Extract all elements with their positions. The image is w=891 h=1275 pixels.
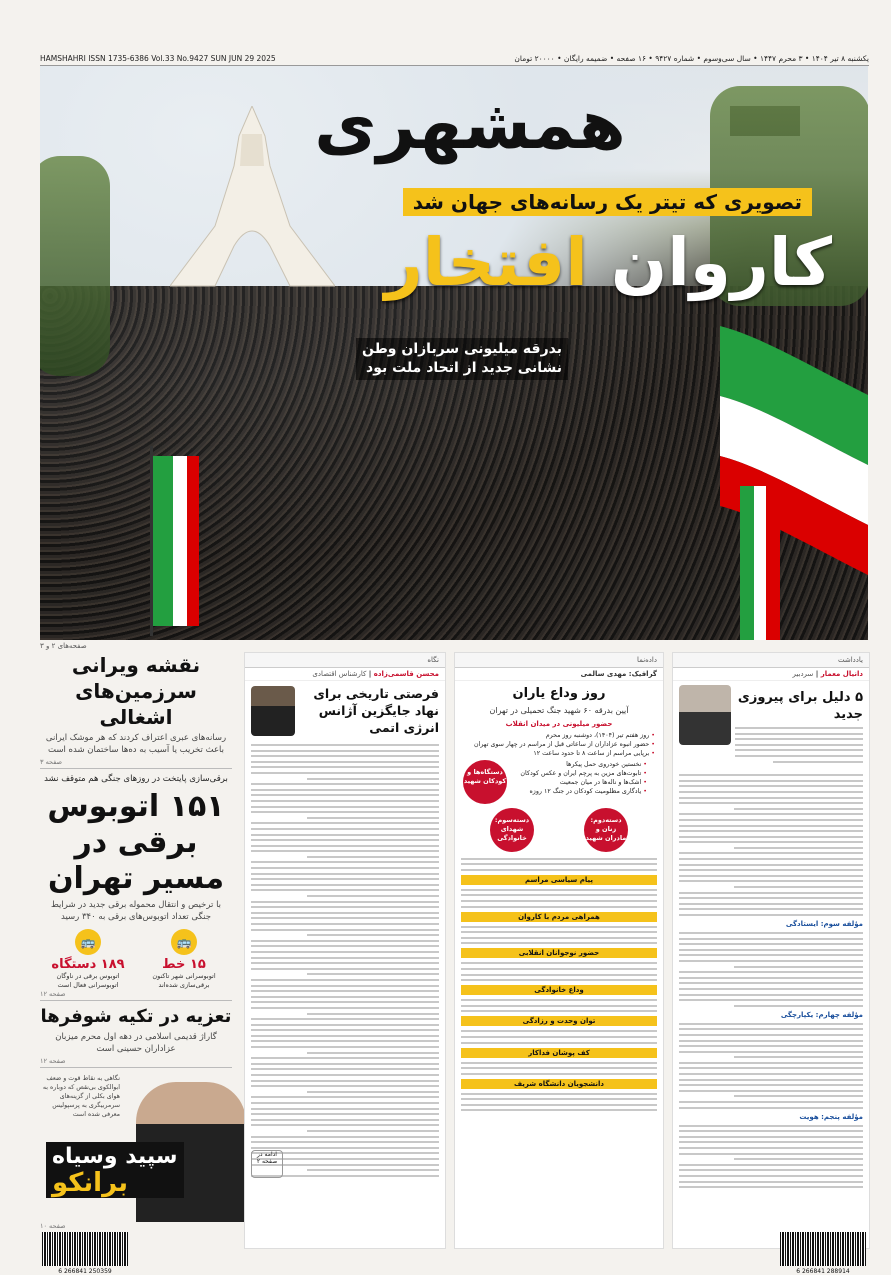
text-line: [679, 1169, 863, 1171]
b-item: • تابوت‌های مزین به پرچم ایران و عکس کودکان: [515, 769, 647, 778]
text-line: [679, 1090, 863, 1092]
section-h-title: کف پوشان فداکار: [461, 1048, 657, 1058]
text-line: [251, 828, 439, 830]
text-line: [251, 744, 439, 746]
text-line: [251, 811, 439, 813]
text-line: [461, 926, 657, 928]
text-line: [461, 1073, 657, 1075]
text-line: [734, 1095, 863, 1097]
text-line: [679, 1101, 863, 1103]
text-line: [679, 802, 863, 804]
text-line: [679, 864, 863, 866]
bus-icon: 🚌: [171, 929, 197, 955]
editorial-body-2: [679, 932, 863, 1007]
text-line: [679, 1028, 863, 1030]
text-line: [307, 856, 439, 858]
text-line: [307, 1013, 439, 1015]
byline: دانیال معمار | سردبیر: [673, 668, 869, 681]
a-item: • حضور انبوه عزاداران از ساعاتی قبل از مراسم در چهار سوی تهران: [463, 740, 655, 749]
text-line: [251, 850, 439, 852]
text-line: [251, 962, 439, 964]
text-line: [251, 750, 439, 752]
text-line: [251, 1085, 439, 1087]
barcode-left-number: 6 266841 250359: [58, 1268, 112, 1275]
text-line: [251, 878, 439, 880]
section-label: داده‌نما: [455, 653, 663, 668]
text-line: [735, 755, 863, 757]
text-line: [679, 875, 863, 877]
author-photo: [679, 685, 731, 745]
section-a-title: حضور میلیونی در میدان انقلاب: [461, 719, 657, 729]
logo-text: همشهری: [314, 86, 626, 165]
subtitle-1: مؤلفه سوم: ایستادگی: [785, 920, 863, 928]
text-line: [251, 1080, 439, 1082]
section-label: یادداشت: [673, 653, 869, 668]
text-line: [251, 923, 439, 925]
text-line: [251, 957, 439, 959]
badge-3: دسته‌دوم: زنان و مادران شهید: [584, 808, 628, 852]
text-line: [461, 1093, 657, 1095]
text-line: [251, 772, 439, 774]
story1-ref: صفحه ۳: [40, 758, 232, 769]
text-line: [251, 1001, 439, 1003]
text-line: [251, 1113, 439, 1115]
editorial-title[interactable]: ۵ دلیل برای پیروزی جدید: [737, 690, 863, 722]
text-line: [251, 1029, 439, 1031]
text-line: [307, 934, 439, 936]
section-e-title: حضور نوجوانان انقلابی: [461, 948, 657, 958]
text-line: [679, 785, 863, 787]
text-line: [251, 990, 439, 992]
issue-info-persian: یکشنبه ۸ تیر ۱۴۰۴ • ۳ محرم ۱۴۴۷ • سال سی‌وسوم • شماره ۹۴۲۷ • ۱۶ صفحه • ضمیمه رایگان • ۲۰۰۰۰ تومان: [514, 53, 869, 63]
text-line: [461, 1036, 657, 1038]
text-line: [251, 912, 439, 914]
story2-ref: صفحه ۱۲: [40, 990, 232, 1001]
subtitle-2: مؤلفه چهارم: یکپارچگی: [780, 1010, 863, 1019]
bus-icon: 🚌: [75, 929, 101, 955]
author-name: محسن قاسمی‌زاده: [373, 670, 439, 678]
text-line: [251, 867, 439, 869]
text-line: [679, 1084, 863, 1086]
d-body: [461, 926, 657, 945]
text-line: [251, 1141, 439, 1143]
infographic-title[interactable]: روز وداع یاران: [512, 686, 606, 701]
text-line: [461, 1005, 657, 1007]
text-line: [679, 932, 863, 934]
text-line: [461, 979, 657, 981]
story2-title[interactable]: ۱۵۱ اتوبوس برقی در مسیر تهران: [47, 789, 225, 896]
text-line: [251, 979, 439, 981]
barcode-right: [780, 1232, 866, 1275]
text-line: [679, 994, 863, 996]
text-line: [679, 841, 863, 843]
text-line: [307, 1169, 439, 1171]
text-line: [461, 906, 657, 908]
text-line: [251, 839, 439, 841]
text-line: [679, 797, 863, 799]
g-body: [461, 1030, 657, 1043]
text-line: [461, 1067, 657, 1069]
side-caption: [32, 540, 40, 630]
opinion-column-negah: [244, 652, 446, 1249]
text-line: [679, 1175, 863, 1177]
text-line: [251, 806, 439, 808]
text-line: [251, 917, 439, 919]
text-line: [773, 761, 863, 763]
text-line: [251, 884, 439, 886]
stat2-number: ۱۸۹ دستگاه: [51, 957, 125, 972]
text-line: [251, 1108, 439, 1110]
hero-kicker: تصویری که تیتر یک رسانه‌های جهان شد: [403, 188, 812, 216]
text-line: [251, 761, 439, 763]
story4-text: نگاهی به نقاط قوت و ضعف ابوالکوی بی‌نقص که دوباره به هوای بکلی از گزینه‌های سرمربیگری به پرسپولیس معرفی شده است: [42, 1075, 120, 1118]
story4-ref: صفحه ۱۰: [40, 1222, 66, 1230]
text-line: [461, 1104, 657, 1106]
editorial-body-1: [679, 774, 863, 916]
story2-lead: برقی‌سازی پایتخت در روزهای جنگی هم متوقف نشد: [44, 774, 228, 784]
h-body: [461, 1062, 657, 1075]
subhead-line2: نشانی جدید از اتحاد ملت بود: [366, 360, 562, 376]
text-line: [251, 951, 439, 953]
text-line: [461, 900, 657, 902]
text-line: [251, 800, 439, 802]
section-f-title: وداع خانوادگی: [461, 985, 657, 995]
text-line: [251, 889, 439, 891]
text-line: [735, 727, 863, 729]
text-line: [679, 880, 863, 882]
barcode-left: [42, 1232, 128, 1275]
subtitle-3: مؤلفه پنجم: هویت: [799, 1112, 863, 1121]
story1-text: رسانه‌های عبری اعتراف کردند که هر موشک ایرانی باعث تخریب یا آسیب به ده‌ها ساختمان شده است: [45, 733, 227, 755]
b-item: • اشک‌ها و ناله‌ها در میان جمعیت: [515, 778, 647, 787]
text-line: [679, 1034, 863, 1036]
badge-2: دسته‌سوم: شهدای خانوادگی: [490, 808, 534, 852]
text-line: [251, 1063, 439, 1065]
e-body: [461, 962, 657, 981]
text-line: [735, 733, 863, 735]
text-line: [679, 1181, 863, 1183]
text-line: [734, 1005, 863, 1007]
author-photo: [251, 686, 295, 736]
text-line: [679, 908, 863, 910]
trees-left: [40, 156, 110, 376]
text-line: [251, 1057, 439, 1059]
text-line: [679, 825, 863, 827]
hero-pages-ref: صفحه‌های ۲ و ۳: [40, 642, 87, 650]
section-c-title: پیام سیاسی مراسم: [461, 875, 657, 885]
text-line: [679, 813, 863, 815]
text-line: [251, 822, 439, 824]
byline: محسن قاسمی‌زاده | کارشناس اقتصادی: [245, 668, 445, 681]
text-line: [679, 954, 863, 956]
author-role: سردبیر: [792, 670, 814, 678]
story4-title-top: سپید وسیاه: [52, 1144, 178, 1169]
text-line: [251, 940, 439, 942]
text-line: [251, 783, 439, 785]
text-line: [461, 968, 657, 970]
infographic-subtitle: آیین بدرقه ۶۰ شهید جنگ تحمیلی در تهران: [489, 706, 629, 715]
author-role: کارشناس اقتصادی: [312, 670, 367, 678]
editorial-intro: [735, 727, 863, 763]
text-line: [251, 1007, 439, 1009]
text-line: [679, 852, 863, 854]
text-line: [461, 1098, 657, 1100]
text-line: [251, 945, 439, 947]
article-title[interactable]: فرصتی تاریخی برای نهاد جایگزین آژانس انرژی اتمی: [313, 686, 439, 735]
continue-box[interactable]: [251, 1150, 283, 1178]
text-line: [251, 1124, 439, 1126]
text-line: [679, 903, 863, 905]
branko-feature: [40, 1072, 232, 1222]
text-line: [251, 766, 439, 768]
text-line: [461, 942, 657, 944]
text-line: [679, 1045, 863, 1047]
text-line: [679, 971, 863, 973]
text-line: [679, 1164, 863, 1166]
a-item: • برپایی مراسم از ساعت ۸ تا حدود ساعت ۱۲: [463, 749, 655, 758]
text-line: [679, 977, 863, 979]
iran-flag-right: [740, 486, 780, 640]
text-line: [679, 836, 863, 838]
text-line: [251, 1147, 439, 1149]
editorial-body-4: [679, 1125, 863, 1189]
text-line: [251, 789, 439, 791]
text-line: [307, 1091, 439, 1093]
text-line: [734, 808, 863, 810]
text-line: [679, 774, 863, 776]
author-name: دانیال معمار: [820, 670, 863, 678]
text-line: [461, 863, 657, 865]
stat2-caption: اتوبوس برقی در ناوگان اتوبوسرانی فعال است: [56, 972, 120, 989]
editorial-column: [672, 652, 870, 1249]
article-body: [251, 744, 439, 1177]
stat-vehicles: [43, 929, 133, 990]
text-line: [734, 966, 863, 968]
text-line: [461, 869, 657, 871]
text-line: [679, 914, 863, 916]
bus-stats: [40, 929, 232, 990]
story2-text: با ترخیص و انتقال محموله برقی جدید در شرایط جنگی تعداد اتوبوس‌های برقی به ۳۴۰ رسید: [50, 900, 222, 922]
text-line: [679, 1079, 863, 1081]
section-i-title: دانشجویان دانشگاه شریف: [461, 1079, 657, 1089]
text-line: [679, 1051, 863, 1053]
text-line: [461, 1030, 657, 1032]
text-line: [679, 1067, 863, 1069]
c-body: [461, 889, 657, 908]
text-line: [307, 778, 439, 780]
story3-ref: صفحه ۱۲: [40, 1057, 232, 1068]
story4-title[interactable]: [46, 1142, 184, 1198]
b-body: [461, 858, 657, 871]
masthead-info-bar: [40, 51, 869, 66]
story1-title[interactable]: نقشه ویرانی سرزمین‌های اشغالی: [71, 653, 201, 729]
text-line: [251, 1035, 439, 1037]
text-line: [251, 755, 439, 757]
text-line: [679, 1062, 863, 1064]
text-line: [679, 999, 863, 1001]
text-line: [461, 999, 657, 1001]
text-line: [461, 962, 657, 964]
text-line: [251, 1119, 439, 1121]
text-line: [735, 738, 863, 740]
text-line: [679, 780, 863, 782]
f-body: [461, 999, 657, 1012]
text-line: [679, 1186, 863, 1188]
editorial-body-3: [679, 1023, 863, 1109]
continue-text: ادامه در صفحه ۲: [256, 1151, 278, 1165]
text-line: [679, 1147, 863, 1149]
text-line: [461, 1109, 657, 1111]
stat-lines: [139, 929, 229, 990]
text-line: [307, 1052, 439, 1054]
text-line: [251, 873, 439, 875]
text-line: [679, 943, 863, 945]
text-line: [679, 988, 863, 990]
text-line: [251, 1018, 439, 1020]
a-item: • روز هفتم تیر (۱۴۰۴)، دوشنبه روز محرم: [463, 731, 655, 740]
hero-subhead: [356, 338, 568, 380]
text-line: [735, 744, 863, 746]
text-line: [679, 982, 863, 984]
text-line: [251, 1024, 439, 1026]
text-line: [307, 1130, 439, 1132]
text-line: [734, 1056, 863, 1058]
subhead-line1: بدرقه میلیونی سربازان وطن: [362, 341, 562, 357]
text-line: [735, 749, 863, 751]
hero-headline: [385, 226, 832, 300]
section-label: نگاه: [245, 653, 445, 668]
text-line: [251, 985, 439, 987]
text-line: [734, 847, 863, 849]
headline-part2: افتخار: [384, 224, 588, 301]
text-line: [251, 794, 439, 796]
issue-info-latin: HAMSHAHRI ISSN 1735-6386 Vol.33 No.9427 SUN JUN 29 2025: [40, 53, 276, 63]
text-line: [679, 949, 863, 951]
stat1-caption: اتوبوسرانی شهر تاکنون برقی‌سازی شده‌اند: [152, 972, 216, 989]
barcode-right-number: 6 266841 288914: [796, 1268, 850, 1275]
text-line: [679, 1136, 863, 1138]
text-line: [679, 938, 863, 940]
text-line: [251, 1040, 439, 1042]
text-line: [679, 960, 863, 962]
section-d-title: همراهی مردم با کاروان: [461, 912, 657, 922]
graphic-credit: گرافیک: مهدی سالمی: [455, 668, 663, 681]
text-line: [461, 1010, 657, 1012]
infographic-column: [454, 652, 664, 1249]
headline-part1: کاروان: [610, 224, 832, 301]
text-line: [251, 906, 439, 908]
text-line: [461, 1062, 657, 1064]
text-line: [251, 861, 439, 863]
text-line: [461, 931, 657, 933]
story3-title[interactable]: تعزیه در تکیه شوفرها: [40, 1006, 232, 1027]
b-item: • یادگاری مظلومیت کودکان در جنگ ۱۲ روزه: [515, 787, 647, 796]
text-line: [461, 889, 657, 891]
badge-1: دستگاه‌ها و کودکان شهید: [463, 760, 507, 804]
text-line: [251, 996, 439, 998]
text-line: [679, 1125, 863, 1127]
text-line: [734, 886, 863, 888]
text-line: [679, 869, 863, 871]
text-line: [307, 895, 439, 897]
text-line: [679, 830, 863, 832]
text-line: [461, 858, 657, 860]
text-line: [251, 1136, 439, 1138]
text-line: [679, 819, 863, 821]
hero-photo: [40, 66, 868, 640]
text-line: [251, 1068, 439, 1070]
text-line: [679, 791, 863, 793]
text-line: [679, 1107, 863, 1109]
text-line: [307, 817, 439, 819]
left-news-column: [40, 652, 232, 1230]
section-g-title: توان وحدت و رزادگی: [461, 1016, 657, 1026]
b-item: • نخستین خودروی حمل پیکرها: [515, 760, 647, 769]
text-line: [679, 1023, 863, 1025]
text-line: [307, 973, 439, 975]
text-line: [251, 929, 439, 931]
iran-flag-left: [150, 446, 200, 636]
text-line: [679, 892, 863, 894]
text-line: [734, 1158, 863, 1160]
masthead-logo: [170, 76, 770, 168]
stat1-number: ۱۵ خط: [162, 957, 206, 972]
i-body: [461, 1093, 657, 1112]
text-line: [251, 901, 439, 903]
text-line: [679, 897, 863, 899]
text-line: [679, 1141, 863, 1143]
text-line: [251, 1046, 439, 1048]
text-line: [679, 858, 863, 860]
text-line: [679, 1073, 863, 1075]
text-line: [251, 845, 439, 847]
text-line: [679, 1130, 863, 1132]
text-line: [461, 894, 657, 896]
text-line: [461, 974, 657, 976]
text-line: [461, 937, 657, 939]
text-line: [251, 968, 439, 970]
text-line: [251, 834, 439, 836]
text-line: [679, 1040, 863, 1042]
story3-text: گاراژ قدیمی اسلامی در دهه اول محرم میزبان عزاداران حسینی است: [55, 1032, 217, 1054]
text-line: [251, 1096, 439, 1098]
text-line: [251, 1074, 439, 1076]
text-line: [461, 1042, 657, 1044]
text-line: [251, 1102, 439, 1104]
story4-title-bottom: برانکو: [52, 1168, 129, 1198]
text-line: [679, 1153, 863, 1155]
